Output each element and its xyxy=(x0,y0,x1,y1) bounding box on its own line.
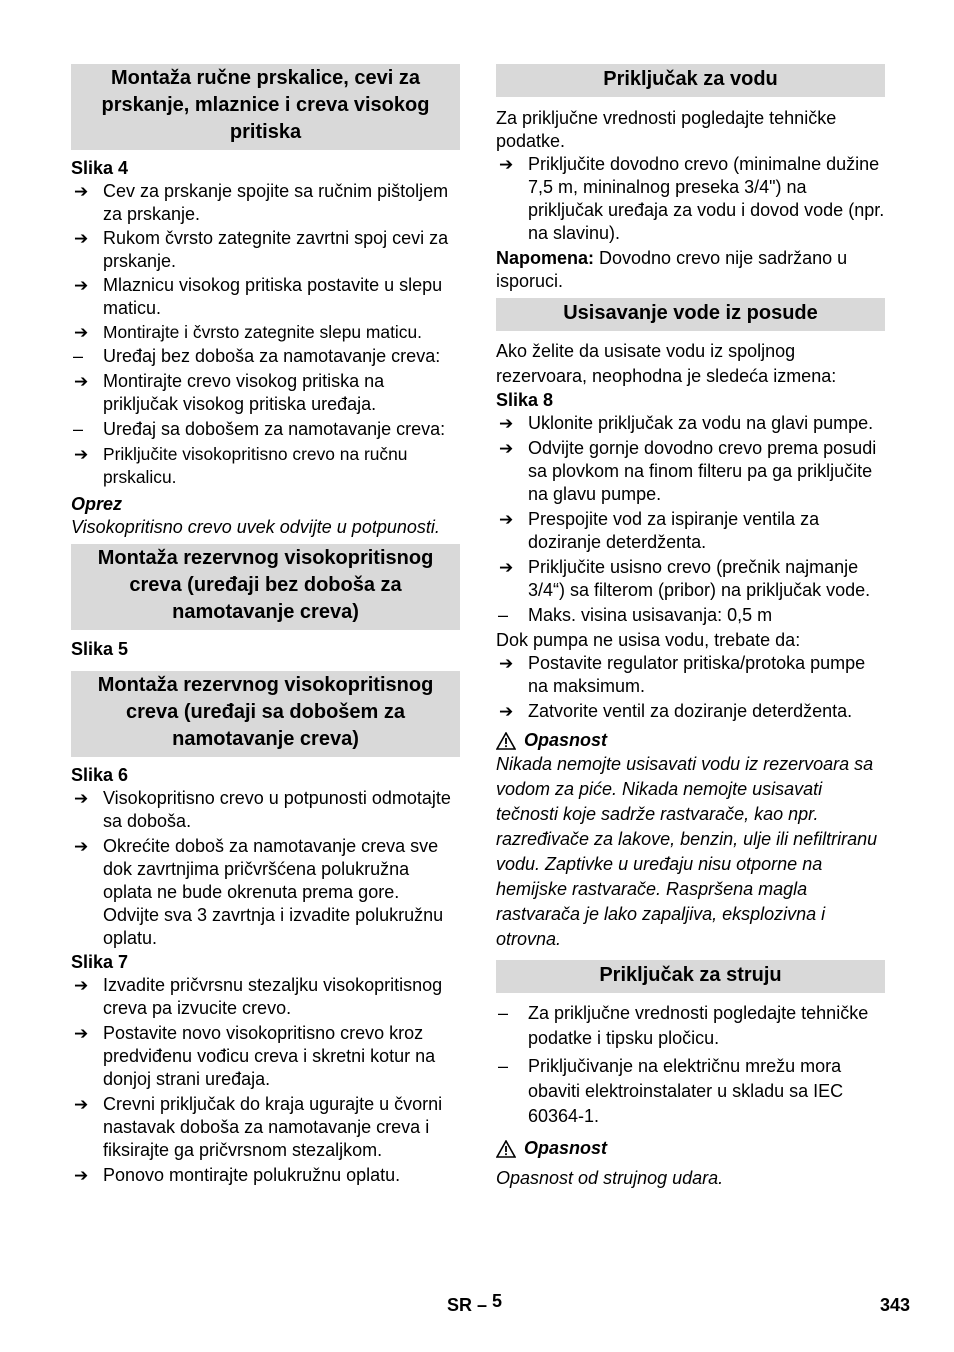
figure-label-7: Slika 7 xyxy=(71,952,129,972)
footer-section-marker xyxy=(447,1291,503,1316)
list-item: ➔ Okrećite doboš za namotavanje creva sve dok zavrtnjima pričvršćena polukružna oplata ne bude okrenuta prema gore. Odvijte sva 3 zavrtnja i izvadite polukružnu oplatu. xyxy=(74,836,444,948)
list-item: ➔ Uklonite priključak za vodu na glavi pumpe. xyxy=(499,413,874,433)
arrow-icon: ➔ xyxy=(74,229,89,248)
caution-text: Visokopritisno crevo uvek odvijte u potpunosti. xyxy=(71,517,440,537)
list-item: ➔ Montirajte i čvrsto zategnite slepu maticu. xyxy=(74,322,422,342)
note-label: Napomena: xyxy=(496,248,595,268)
dash-bullet: – xyxy=(498,1003,509,1023)
list-item: ➔ Postavite novo visokopritisno crevo kroz predviđenu vođicu creva i skretni kotur na donjoj strani uređaja. xyxy=(74,1023,436,1089)
list-item: ➔ Zatvorite ventil za doziranje deterdženta. xyxy=(499,701,853,721)
warning-triangle-icon xyxy=(496,732,516,750)
paragraph: Za priključne vrednosti pogledajte tehničke podatke. xyxy=(496,108,837,151)
danger-heading xyxy=(496,1137,885,1160)
arrow-icon: ➔ xyxy=(74,182,89,201)
arrow-icon: ➔ xyxy=(499,414,514,433)
list-item: ➔ Cev za prskanje spojite sa ručnim pištoljem za prskanje. xyxy=(74,181,449,224)
paragraph: Dok pumpa ne usisa vodu, trebate da: xyxy=(496,630,801,650)
arrow-icon: ➔ xyxy=(74,276,89,295)
list-item: ➔ Priključite dovodno crevo (minimalne dužine 7,5 m, mininalnog preseka 3/4") na priključak uređaja za vodu i dovod vode (npr. na slavinu). xyxy=(499,154,885,243)
arrow-icon: ➔ xyxy=(74,837,89,856)
footer-language: SR xyxy=(447,1295,473,1315)
list-item: ➔ Crevni priključak do kraja ugurajte u čvorni nastavak doboša za namotavanje creva i fiksirajte ga pričvrsnom stezaljkom. xyxy=(74,1094,443,1160)
arrow-icon: ➔ xyxy=(74,1095,89,1114)
arrow-icon: ➔ xyxy=(74,445,89,464)
list-item: ➔ Visokopritisno crevo u potpunosti odmotajte sa doboša. xyxy=(74,788,451,831)
arrow-icon: ➔ xyxy=(499,558,514,577)
section-heading-water-connection: Priključak za vodu xyxy=(496,64,885,97)
section-heading-spare-hose-reel: Montaža rezervnog visokopritisnog creva (uređaji sa dobošem za namotavanje creva) xyxy=(71,671,460,757)
list-item: ➔ Mlaznicu visokog pritiska postavite u slepu maticu. xyxy=(74,275,443,318)
list-item: – Za priključne vrednosti pogledajte tehničke podatke i tipsku pločicu. xyxy=(498,1003,869,1048)
dash-bullet: – xyxy=(73,419,84,439)
list-item: ➔ Montirajte crevo visokog pritiska na priključak visokog pritiska uređaja. xyxy=(74,371,385,414)
list-item: ➔ Izvadite pričvrsnu stezaljku visokopritisnog creva pa izvucite crevo. xyxy=(74,975,443,1018)
note-text: Dovodno crevo nije sadržano u isporuci. xyxy=(496,248,848,291)
note-paragraph xyxy=(496,247,885,293)
arrow-icon: ➔ xyxy=(499,702,514,721)
danger-heading xyxy=(496,729,885,752)
arrow-icon: ➔ xyxy=(74,372,89,391)
arrow-icon: ➔ xyxy=(499,510,514,529)
arrow-icon: ➔ xyxy=(74,1024,89,1043)
paragraph: Ako želite da usisate vodu iz spoljnog rezervoara, neophodna je sledeća izmena: xyxy=(496,341,837,386)
section-heading-suction: Usisavanje vode iz posude xyxy=(496,298,885,331)
figure-label-4: Slika 4 xyxy=(71,158,129,178)
danger-text: Nikada nemojte usisavati vodu iz rezervoara sa vodom za piće. Nikada nemojte usisavati tečnosti koje sadrže rastvarače, kao npr. razređivače za lakove, benzin, ulje ili nefiltriranu vodu. Zaptivke u uređaju nisu otporne na hemijske rastvarače. Raspršena magla rastvarača je lako zapaljiva, eksplozivna i otrovna. xyxy=(496,754,878,949)
list-item: – Uređaj bez doboša za namotavanje creva: xyxy=(73,346,441,366)
dash-bullet: – xyxy=(73,346,84,366)
dash-bullet: – xyxy=(498,605,509,625)
list-item: – Priključivanje na električnu mrežu mora obaviti elektroinstalater u skladu sa IEC 60364-1. xyxy=(498,1056,844,1126)
section-heading-power-connection: Priključak za struju xyxy=(496,960,885,993)
left-column xyxy=(71,64,460,1187)
figure-label-5: Slika 5 xyxy=(71,639,129,659)
list-item: ➔ Priključite visokopritisno crevo na ručnu prskalicu. xyxy=(74,444,408,487)
right-column xyxy=(496,64,885,1191)
arrow-icon: ➔ xyxy=(74,1166,89,1185)
danger-title: Opasnost xyxy=(524,1138,608,1158)
warning-triangle-icon xyxy=(496,1140,516,1158)
arrow-icon: ➔ xyxy=(74,976,89,995)
figure-label-6: Slika 6 xyxy=(71,765,129,785)
dash-bullet: – xyxy=(498,1056,509,1076)
list-item: ➔ Prespojite vod za ispiranje ventila za doziranje deterdženta. xyxy=(499,509,820,552)
list-item: ➔ Ponovo montirajte polukružnu oplatu. xyxy=(74,1165,401,1185)
figure-label-8: Slika 8 xyxy=(496,390,554,410)
list-item: ➔ Postavite regulator pritiska/protoka pumpe na maksimum. xyxy=(499,653,866,696)
caution-title: Oprez xyxy=(71,494,123,514)
section-heading-spare-hose-no-reel: Montaža rezervnog visokopritisnog creva (uređaji bez doboša za namotavanje creva) xyxy=(71,544,460,630)
arrow-icon: ➔ xyxy=(74,789,89,808)
section-heading-mounting-spray: Montaža ručne prskalice, cevi za prskanje, mlaznice i creva visokog pritiska xyxy=(71,64,460,150)
page-number: 343 xyxy=(880,1295,911,1315)
danger-text: Opasnost od strujnog udara. xyxy=(496,1168,724,1188)
footer-section-page: 5 xyxy=(492,1291,503,1311)
list-item: ➔ Priključite usisno crevo (prečnik najmanje 3/4“) sa filterom (pribor) na priključak vode. xyxy=(499,557,871,600)
arrow-icon: ➔ xyxy=(74,323,89,342)
arrow-icon: ➔ xyxy=(499,654,514,673)
list-item: ➔ Odvijte gornje dovodno crevo prema posudi sa plovkom na finom filteru pa ga priključite na glavu pumpe. xyxy=(499,438,877,504)
list-item: ➔ Rukom čvrsto zategnite zavrtni spoj cevi za prskanje. xyxy=(74,228,449,271)
arrow-icon: ➔ xyxy=(499,439,514,458)
list-item: – Maks. visina usisavanja: 0,5 m xyxy=(498,605,773,625)
list-item: – Uređaj sa dobošem za namotavanje creva: xyxy=(73,419,446,439)
danger-title: Opasnost xyxy=(524,730,608,750)
footer-separator: – xyxy=(472,1295,493,1315)
arrow-icon: ➔ xyxy=(499,155,514,174)
